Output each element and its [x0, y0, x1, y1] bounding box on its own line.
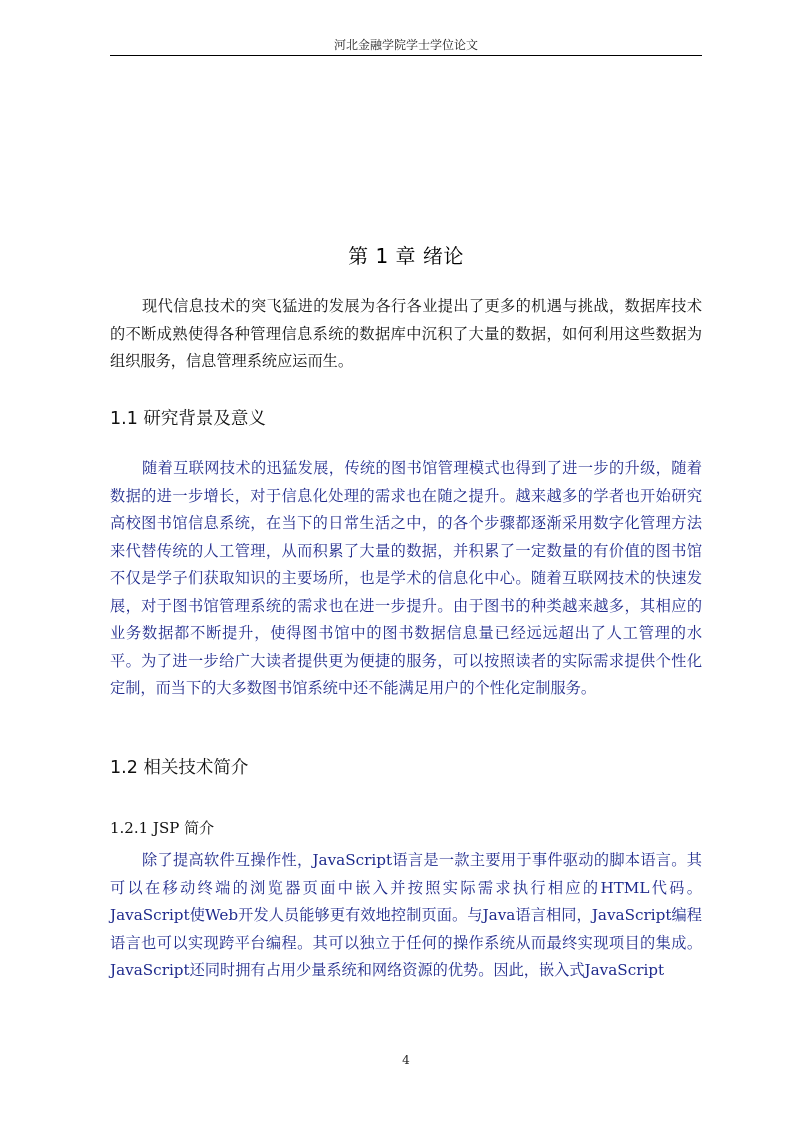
section-1-1-paragraph: 随着互联网技术的迅猛发展，传统的图书馆管理模式也得到了进一步的升级，随着数据的进一步增长，对于信息化处理的需求也在随之提升。越来越多的学者也开始研究高校图书馆信息系统，在当下的日常生活之中，的各个步骤都逐渐采用数字化管理方法来代替传统的人工管理，从而积累了大量的数据，并积累了一定数量的有价值的图书馆不仅是学子们获取知识的主要场所，也是学术的信息化中心。随着互联网技术的快速发展，对于图书馆管理系统的需求也在进一步提升。由于图书的种类越来越多，其相应的业务数据都不断提升，使得图书馆中的图书数据信息量已经远远超出了人工管理的水平。为了进一步给广大读者提供更为便捷的服务，可以按照读者的实际需求提供个性化定制，而当下的大多数图书馆系统中还不能满足用户的个性化定制服务。	[110, 459, 702, 697]
subsection-1-2-1-paragraph: 除了提高软件互操作性，JavaScript语言是一款主要用于事件驱动的脚本语言。其可以在移动终端的浏览器页面中嵌入并按照实际需求执行相应的HTML代码。JavaScript使Web开发人员能够更有效地控制页面。与Java语言相同，JavaScript编程语言也可以实现跨平台编程。其可以独立于任何的操作系统从而最终实现项目的集成。JavaScript还同时拥有占用少量系统和网络资源的优势。因此，嵌入式JavaScript	[110, 851, 702, 979]
chapter-title: 第 1 章 绪论	[348, 244, 464, 268]
section-heading-1-2: 1.2 相关技术简介	[110, 758, 249, 778]
chapter-intro-paragraph: 现代信息技术的突飞猛进的发展为各行各业提出了更多的机遇与挑战，数据库技术的不断成熟使得各种管理信息系统的数据库中沉积了大量的数据，如何利用这些数据为组织服务，信息管理系统应运而生。	[110, 297, 702, 370]
page-number: 4	[402, 1053, 410, 1067]
subsection-heading-1-2-1: 1.2.1 JSP 简介	[110, 819, 215, 837]
header-rule	[110, 55, 702, 56]
running-header: 河北金融学院学士学位论文	[333, 38, 478, 52]
section-heading-1-1: 1.1 研究背景及意义	[110, 409, 266, 429]
